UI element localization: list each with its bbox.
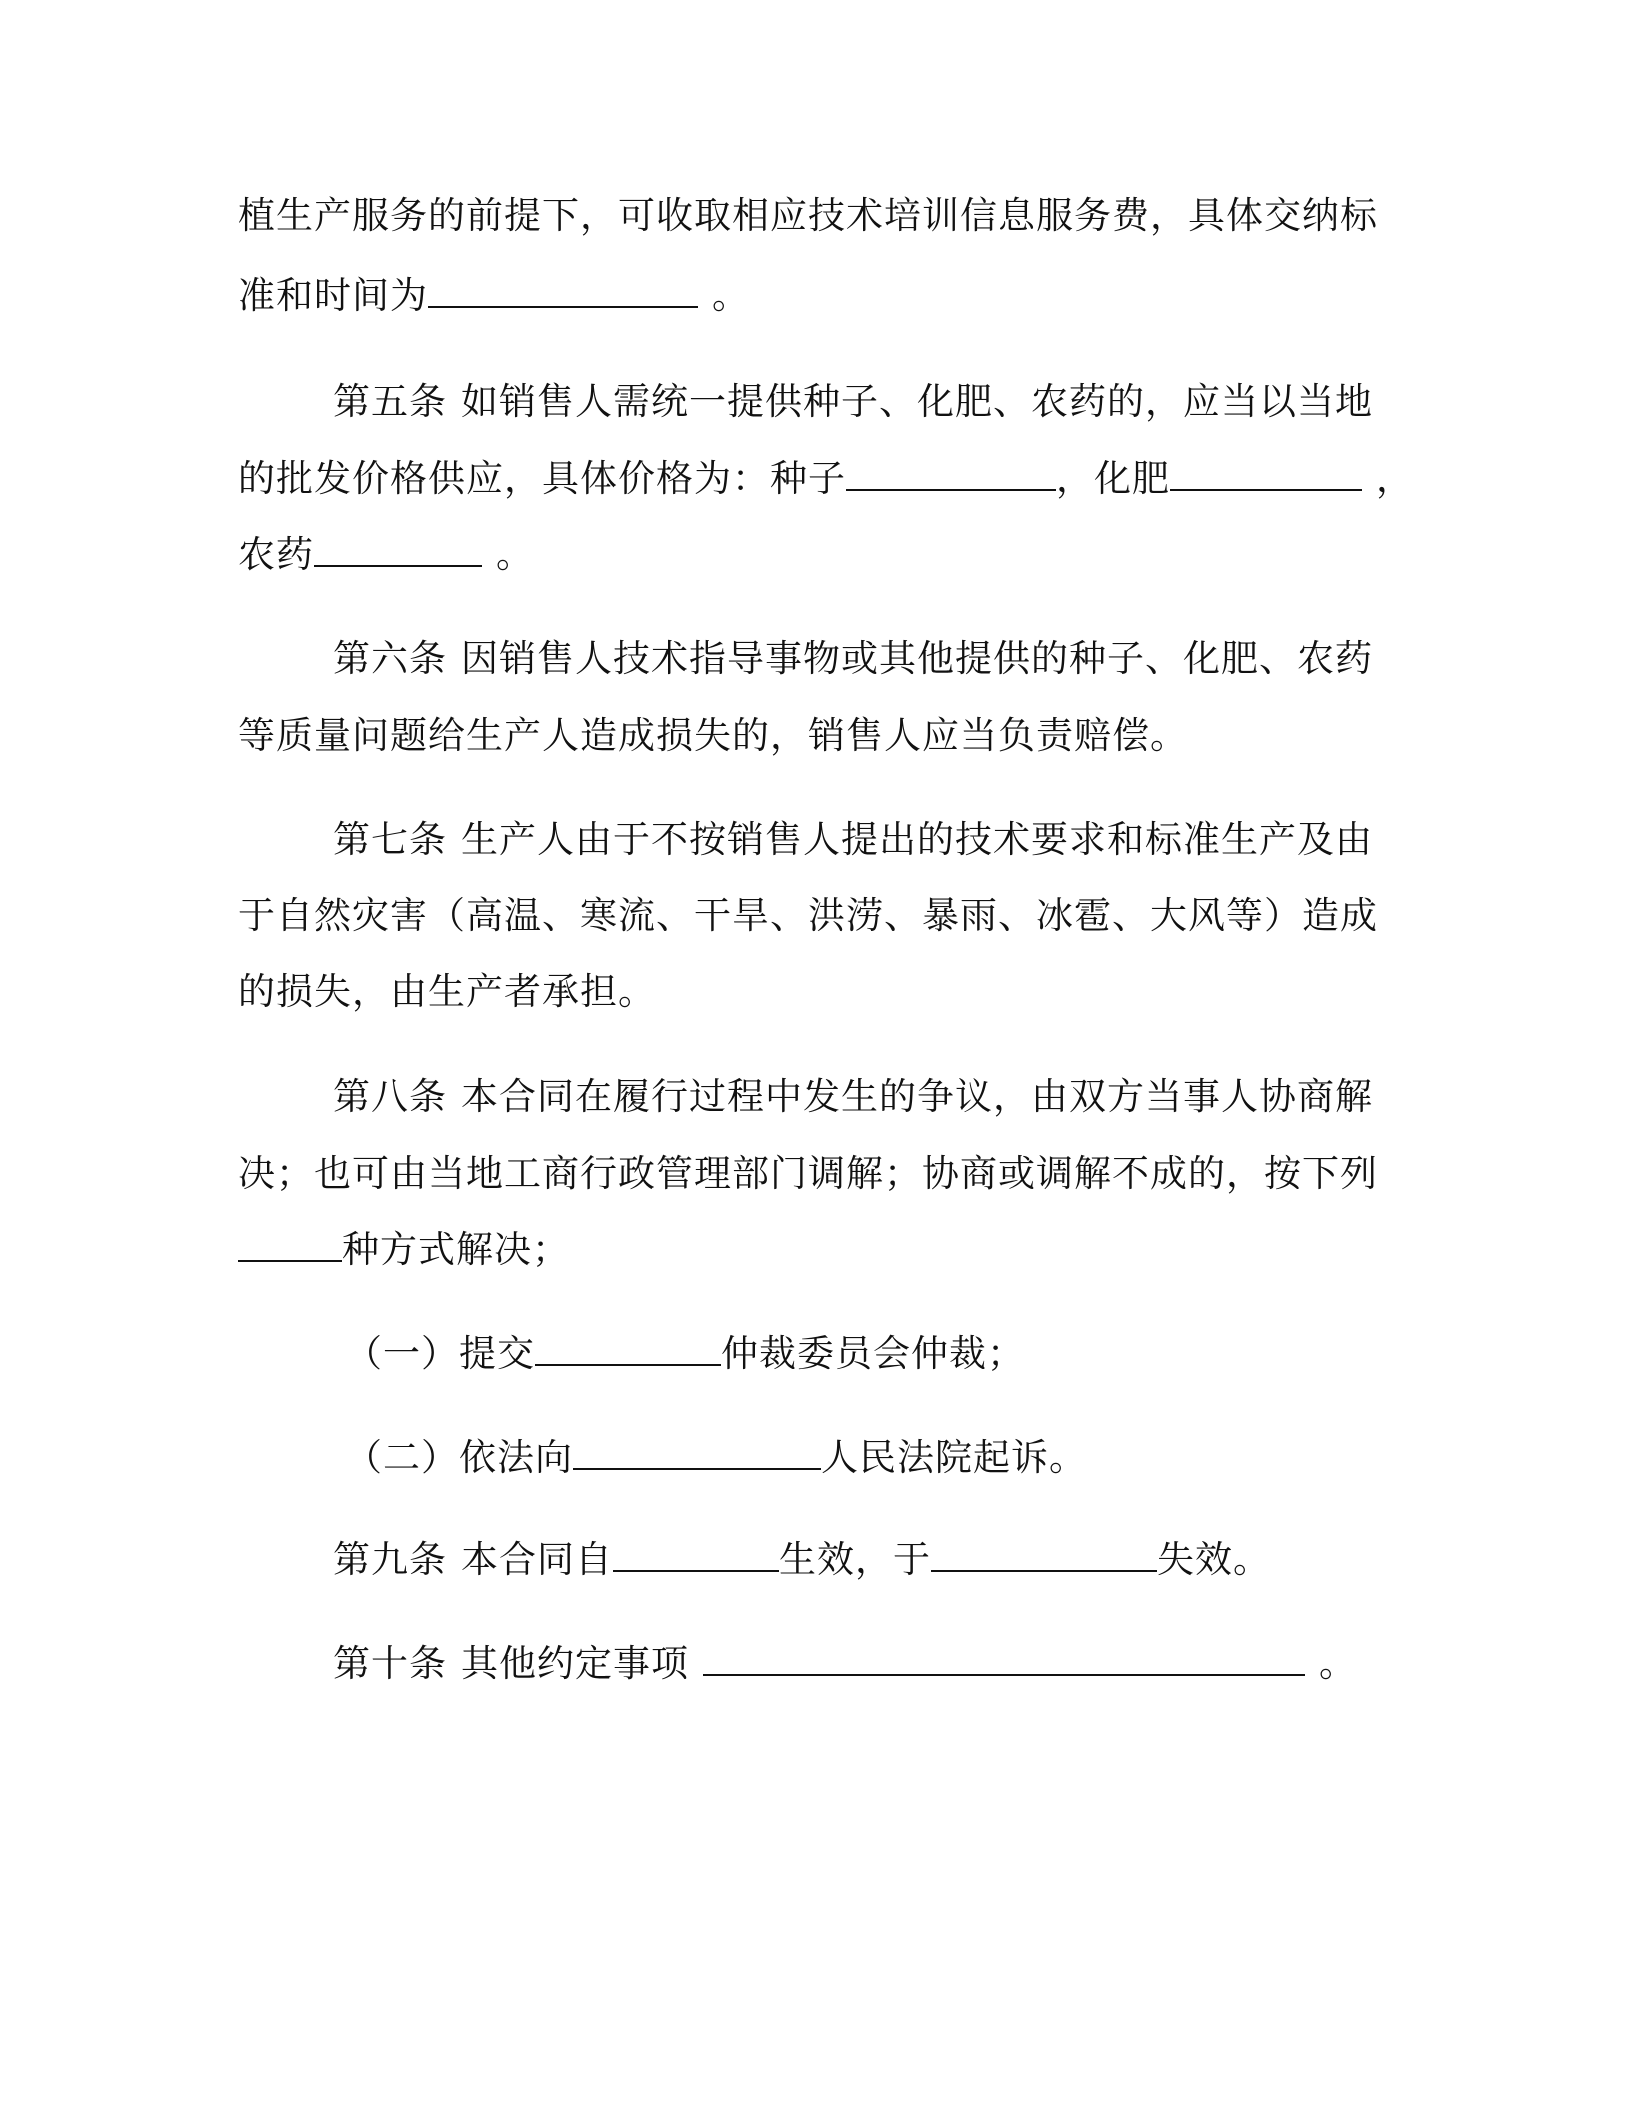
text-run: 植生产服务的前提下，可收取相应技术培训信息服务费，具体交纳标 bbox=[238, 194, 1378, 237]
article-label: 第八条 bbox=[333, 1075, 447, 1118]
paragraph-line bbox=[238, 455, 1414, 503]
text-run: 。 bbox=[1319, 1642, 1357, 1685]
paragraph-line bbox=[238, 1150, 1378, 1198]
paragraph-line bbox=[333, 1640, 1357, 1688]
text-run: 其他约定事项 bbox=[461, 1642, 689, 1685]
fill-in-blank[interactable] bbox=[535, 1330, 721, 1366]
article-label: 第十条 bbox=[333, 1642, 447, 1685]
fill-in-blank[interactable] bbox=[238, 1226, 342, 1262]
text-run: （二）依法向 bbox=[345, 1436, 573, 1479]
fill-in-blank[interactable] bbox=[931, 1536, 1157, 1572]
fill-in-blank[interactable] bbox=[703, 1640, 1305, 1676]
text-run: 的批发价格供应，具体价格为：种子 bbox=[238, 457, 846, 500]
fill-in-blank[interactable] bbox=[613, 1536, 779, 1572]
text-run: 生效，于 bbox=[779, 1538, 931, 1581]
fill-in-blank[interactable] bbox=[428, 272, 698, 308]
list-item bbox=[345, 1330, 1025, 1378]
text-run: 农药 bbox=[238, 533, 314, 576]
text-run: 决；也可由当地工商行政管理部门调解；协商或调解不成的，按下列 bbox=[238, 1152, 1378, 1195]
fill-in-blank[interactable] bbox=[573, 1434, 821, 1470]
article-label: 第七条 bbox=[333, 818, 447, 861]
text-run: 仲裁委员会仲裁； bbox=[721, 1332, 1025, 1375]
text-run: 本合同在履行过程中发生的争议，由双方当事人协商解 bbox=[461, 1075, 1373, 1118]
text-run: 等质量问题给生产人造成损失的，销售人应当负责赔偿。 bbox=[238, 714, 1188, 757]
article-label: 第五条 bbox=[333, 380, 447, 423]
list-item bbox=[345, 1434, 1087, 1482]
text-run: 失效。 bbox=[1157, 1538, 1271, 1581]
text-run: （一）提交 bbox=[345, 1332, 535, 1375]
text-run: 准和时间为 bbox=[238, 274, 428, 317]
text-run: ， bbox=[1376, 457, 1414, 500]
fill-in-blank[interactable] bbox=[1170, 455, 1362, 491]
paragraph-line bbox=[238, 892, 1378, 940]
paragraph-line bbox=[238, 1226, 570, 1274]
paragraph-line bbox=[333, 378, 1373, 426]
text-run: 。 bbox=[496, 533, 534, 576]
paragraph-line bbox=[238, 531, 534, 579]
text-run: ，化肥 bbox=[1056, 457, 1170, 500]
paragraph-line bbox=[238, 712, 1188, 760]
paragraph-line bbox=[333, 1073, 1373, 1121]
article-label: 第九条 bbox=[333, 1538, 447, 1581]
text-run: 种方式解决； bbox=[342, 1228, 570, 1271]
paragraph-line bbox=[333, 635, 1373, 683]
text-run: 的损失，由生产者承担。 bbox=[238, 970, 656, 1013]
paragraph-line bbox=[238, 968, 656, 1016]
paragraph-line bbox=[238, 272, 750, 320]
fill-in-blank[interactable] bbox=[314, 531, 482, 567]
paragraph-line bbox=[333, 816, 1373, 864]
text-run: 人民法院起诉。 bbox=[821, 1436, 1087, 1479]
fill-in-blank[interactable] bbox=[846, 455, 1056, 491]
paragraph-line bbox=[238, 192, 1378, 240]
text-run: 如销售人需统一提供种子、化肥、农药的，应当以当地 bbox=[461, 380, 1373, 423]
text-run: 于自然灾害（高温、寒流、干旱、洪涝、暴雨、冰雹、大风等）造成 bbox=[238, 894, 1378, 937]
text-run: 生产人由于不按销售人提出的技术要求和标准生产及由 bbox=[461, 818, 1373, 861]
paragraph-line bbox=[333, 1536, 1271, 1584]
text-run: 。 bbox=[712, 274, 750, 317]
article-label: 第六条 bbox=[333, 637, 447, 680]
text-run: 因销售人技术指导事物或其他提供的种子、化肥、农药 bbox=[461, 637, 1373, 680]
text-run: 本合同自 bbox=[461, 1538, 613, 1581]
